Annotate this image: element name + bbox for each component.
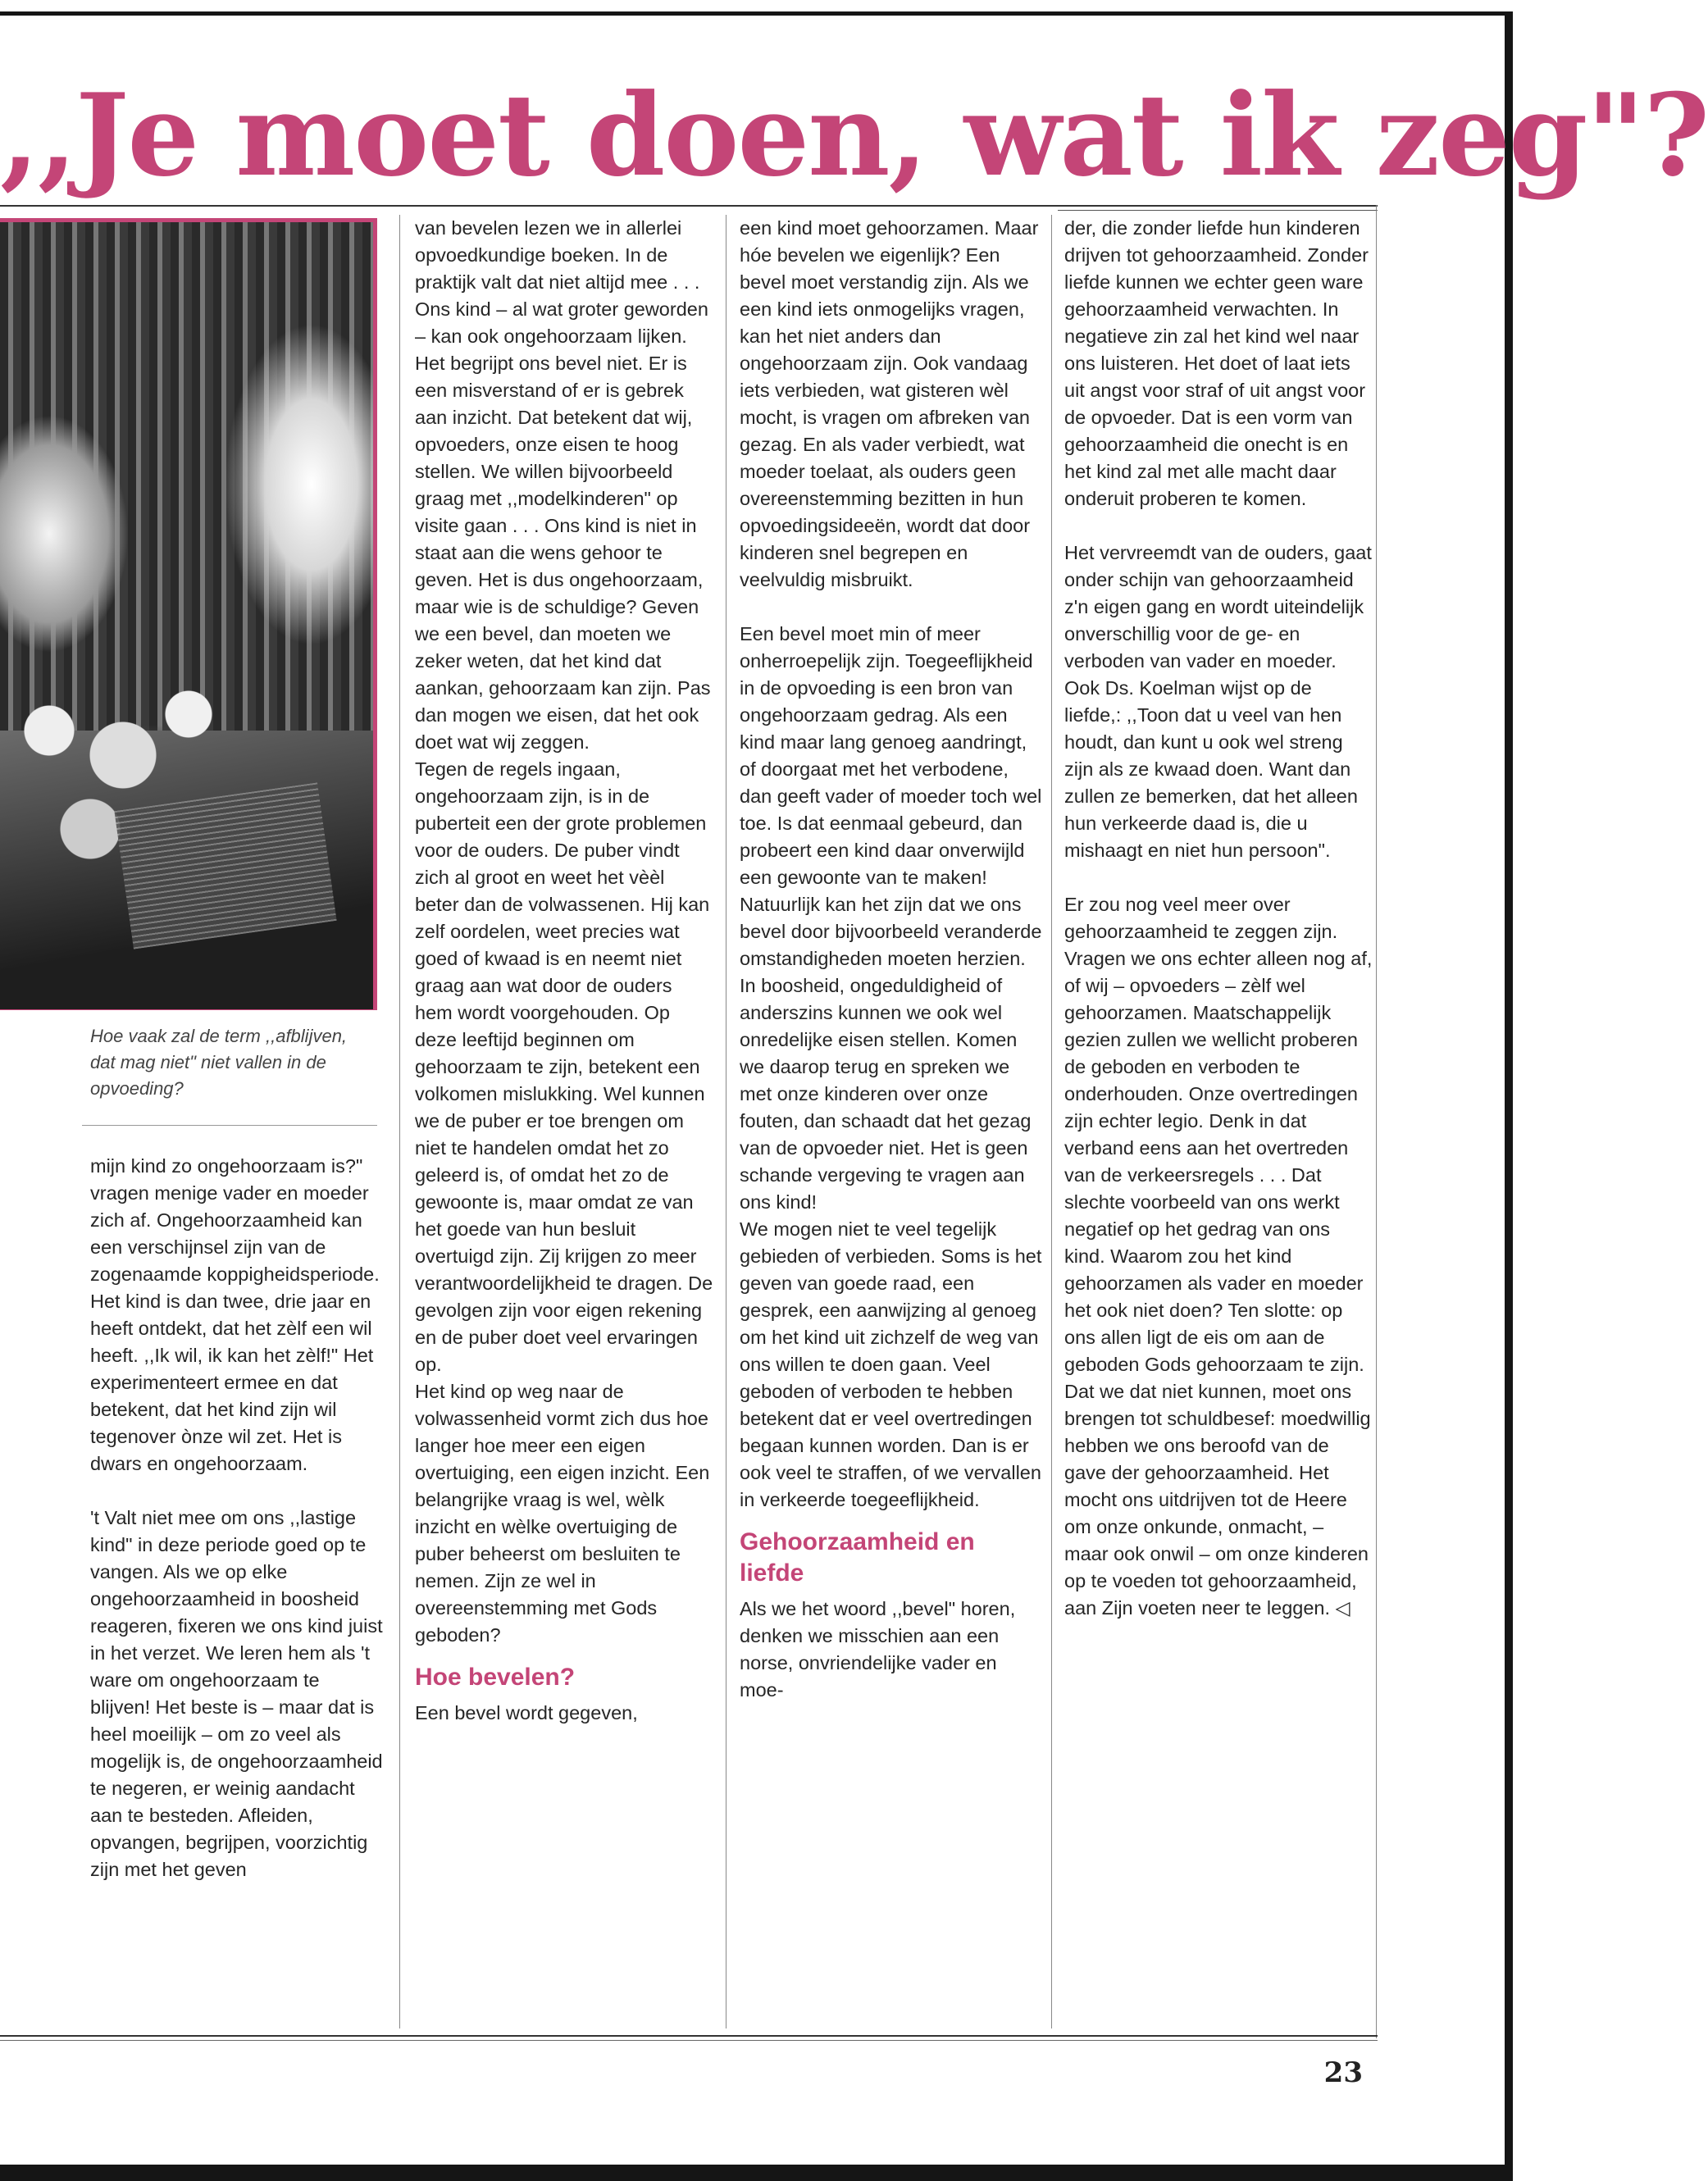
caption-rule xyxy=(82,1125,377,1126)
paragraph: 't Valt niet mee om ons ,,lastige kind" in deze periode goed op te vangen. Als we op elke ongehoorzaamheid in boosheid reageren, fixeren we ons kind juist in het verzet. We leren hem als 't ware om ongehoorzaam te blijven! Het beste is – maar dat is heel moeilijk – om zo veel als mogelijk is, de ongehoorzaamheid te negeren, er weinig aandacht aan te besteden. Afleiden, opvangen, begrijpen, voorzichtig zijn met het geven xyxy=(90,1507,383,1880)
column-divider-right xyxy=(1376,205,1377,2038)
paragraph: Tegen de regels ingaan, ongehoorzaam zijn, is in de puberteit een der grote problemen voor de ouders. De puber vindt zich al groot en weet het vèèl beter dan de volwassenen. Hij kan zelf oordelen, weet precies wat goed of kwaad is en neemt niet graag aan wat door de ouders hem wordt voorgehouden. Op deze leeftijd beginnen om gehoorzaam te zijn, betekent een volkomen mislukking. Wel kunnen we de puber er toe brengen om niet te handelen omdat het zo geleerd is, of omdat het zo de gewoonte is, maar omdat ze van het goede van hun besluit overtuigd zijn. Zij krijgen zo meer verantwoordelijkheid te dragen. De gevolgen zijn voor eigen rekening en de puber doet veel ervaringen op. xyxy=(415,758,713,1375)
paragraph: We mogen niet te veel tegelijk gebieden of verbieden. Soms is het geven van goede raad, een gesprek, een aanwijzing al genoeg om het kind uit zichzelf de weg van ons willen te doen gaan. Veel geboden of verboden te hebben betekent dat er veel overtredingen begaan kunnen worden. Dan is er ook veel te straffen, of we vervallen in verkeerde toegeeflijkheid. xyxy=(740,1218,1042,1510)
subheading-hoe-bevelen: Hoe bevelen? xyxy=(415,1664,576,1691)
page-number: 23 xyxy=(1323,2056,1363,2089)
page-frame-right xyxy=(1505,11,1513,2176)
paragraph: mijn kind zo ongehoorzaam is?" vragen menige vader en moeder zich af. Ongehoorzaamheid kan een verschijnsel zijn van de zogenaamde koppigheidsperiode. Het kind is dan twee, drie jaar en heeft ontdekt, dat het zèlf een wil heeft. ,,Ik wil, ik kan het zèlf!" Het experimenteert ermee en dat betekent, dat het kind zijn wil tegenover ònze wil zet. Het is dwars en ongehoorzaam. xyxy=(90,1155,380,1474)
page-frame-top xyxy=(0,11,1513,16)
column-4 xyxy=(1064,215,1373,1622)
title-rule xyxy=(0,205,1378,207)
paragraph: Er zou nog veel meer over gehoorzaamheid te zeggen zijn. Vragen we ons echter alleen nog af, of wij – opvoeders – zèlf wel gehoorzamen. Maatschappelijk gezien zullen we wellicht proberen de geboden en verboden te onderhouden. Onze overtredingen zijn echter legio. Denk in dat verband eens aan het overtreden van de verkeersregels . . . Dat slechte voorbeeld van ons werkt negatief op het gedrag van ons kind. Waarom zou het kind gehoorzamen als vader en moeder het ook niet doen? Ten slotte: op ons allen ligt de eis om aan de geboden Gods gehoorzaam te zijn. Dat we dat niet kunnen, moet ons brengen tot schuldbesef: moedwillig hebben we ons beroofd van de gave der gehoorzaamheid. Het mocht ons uitdrijven tot de Heere om onze onkunde, onmacht, – maar ook onwil – om onze kinderen op te voeden tot gehoorzaamheid, aan Zijn voeten neer te leggen. ◁ xyxy=(1064,894,1373,1619)
page-frame-bottom xyxy=(0,2165,1513,2181)
photo-book xyxy=(114,782,336,949)
photo-caption: Hoe vaak zal de term ,,afblijven, dat mag niet" niet vallen in de opvoeding? xyxy=(90,1026,348,1099)
subheading-gehoorzaamheid-en-liefde: Gehoorzaamheid en liefde xyxy=(740,1528,975,1587)
article-title: ,,Je moet doen, wat ik zeg"? xyxy=(0,68,1708,202)
paragraph: der, die zonder liefde hun kinderen drijven tot gehoorzaamheid. Zonder liefde kunnen we echter geen ware gehoorzaamheid verwachten. In negatieve zin zal het kind wel naar ons luisteren. Het doet of laat iets uit angst voor straf of uit angst voor de opvoeder. Dat is een vorm van gehoorzaamheid die onecht is en het kind zal met alle macht daar onderuit proberen te komen. xyxy=(1064,217,1369,509)
paragraph: een kind moet gehoorzamen. Maar hóe bevelen we eigenlijk? Een bevel moet verstandig zijn. Als we een kind iets onmogelijks vragen, kan het niet anders dan ongehoorzaam zijn. Ook vandaag iets verbieden, wat gisteren wèl mocht, is vragen om afbreken van gezag. En als vader verbiedt, wat moeder toelaat, als ouders geen overeenstemming bezitten in hun opvoedingsideeën, wordt dat door kinderen snel begrepen en veelvuldig misbruikt. xyxy=(740,217,1039,590)
paragraph: Het vervreemdt van de ouders, gaat onder schijn van gehoorzaamheid z'n eigen gang en wordt uiteindelijk onverschillig voor de ge- en verboden van vader en moeder. Ook Ds. Koelman wijst op de liefde,: ,,Toon dat u veel van hen houdt, dan kunt u ook wel streng zijn als ze kwaad doen. Want dan zullen ze bemerken, dat het alleen hun verkeerde daad is, die u mishaagt en niet hun persoon". xyxy=(1064,542,1372,861)
column-1 xyxy=(90,1153,384,1883)
paragraph: van bevelen lezen we in allerlei opvoedkundige boeken. In de praktijk valt dat niet altijd mee . . . xyxy=(415,217,700,293)
paragraph: Als we het woord ,,bevel" horen, denken we misschien aan een norse, onvriendelijke vader en moe- xyxy=(740,1598,1016,1701)
column-3 xyxy=(740,215,1043,1704)
paragraph: Het kind op weg naar de volwassenheid vormt zich dus hoe langer hoe meer een eigen overtuiging, een eigen inzicht. Een belangrijke vraag is wel, wèlk inzicht en wèlke overtuiging de puber beheerst om besluiten te nemen. Zijn ze wel in overeenstemming met Gods geboden? xyxy=(415,1381,710,1646)
bottom-rule-secondary xyxy=(0,2040,1378,2041)
paragraph: Een bevel wordt gegeven, xyxy=(415,1702,638,1723)
title-rule-secondary xyxy=(1058,210,1378,211)
article-photo xyxy=(0,218,377,1010)
column-divider xyxy=(399,215,400,2028)
column-2 xyxy=(415,215,713,1727)
bottom-rule xyxy=(0,2035,1378,2037)
paragraph: Een bevel moet min of meer onherroepelijk zijn. Toegeeflijkheid in de opvoeding is een bron van ongehoorzaam gedrag. Als een kind maar lang genoeg aandringt, of doorgaat met het verbodene, dan geeft vader of moeder toch wel toe. Is dat eenmaal gebeurd, dan probeert een kind daar onverwijld een gewoonte van te maken! Natuurlijk kan het zijn dat we ons bevel door bijvoorbeeld veranderde omstandigheden moeten herzien. In boosheid, ongeduldigheid of anderszins kunnen we ook wel onredelijke eisen stellen. Komen we daarop terug en spreken we met onze kinderen over onze fouten, dan schaadt dat het gezag van de opvoeder niet. Het is geen schande vergeving te vragen aan ons kind! xyxy=(740,623,1042,1213)
paragraph: Ons kind – al wat groter geworden – kan ook ongehoorzaam lijken. Het begrijpt ons bevel niet. Er is een misverstand of er is gebrek aan inzicht. Dat betekent dat wij, opvoeders, onze eisen te hoog stellen. We willen bijvoorbeeld graag met ,,modelkinderen" op visite gaan . . . Ons kind is niet in staat aan die wens gehoor te geven. Het is dus ongehoorzaam, maar wie is de schuldige? Geven we een bevel, dan moeten we zeker weten, dat het kind dat aankan, gehoorzaam kan zijn. Pas dan mogen we eisen, dat het ook doet wat wij zeggen. xyxy=(415,298,711,753)
column-divider xyxy=(1051,215,1052,2028)
